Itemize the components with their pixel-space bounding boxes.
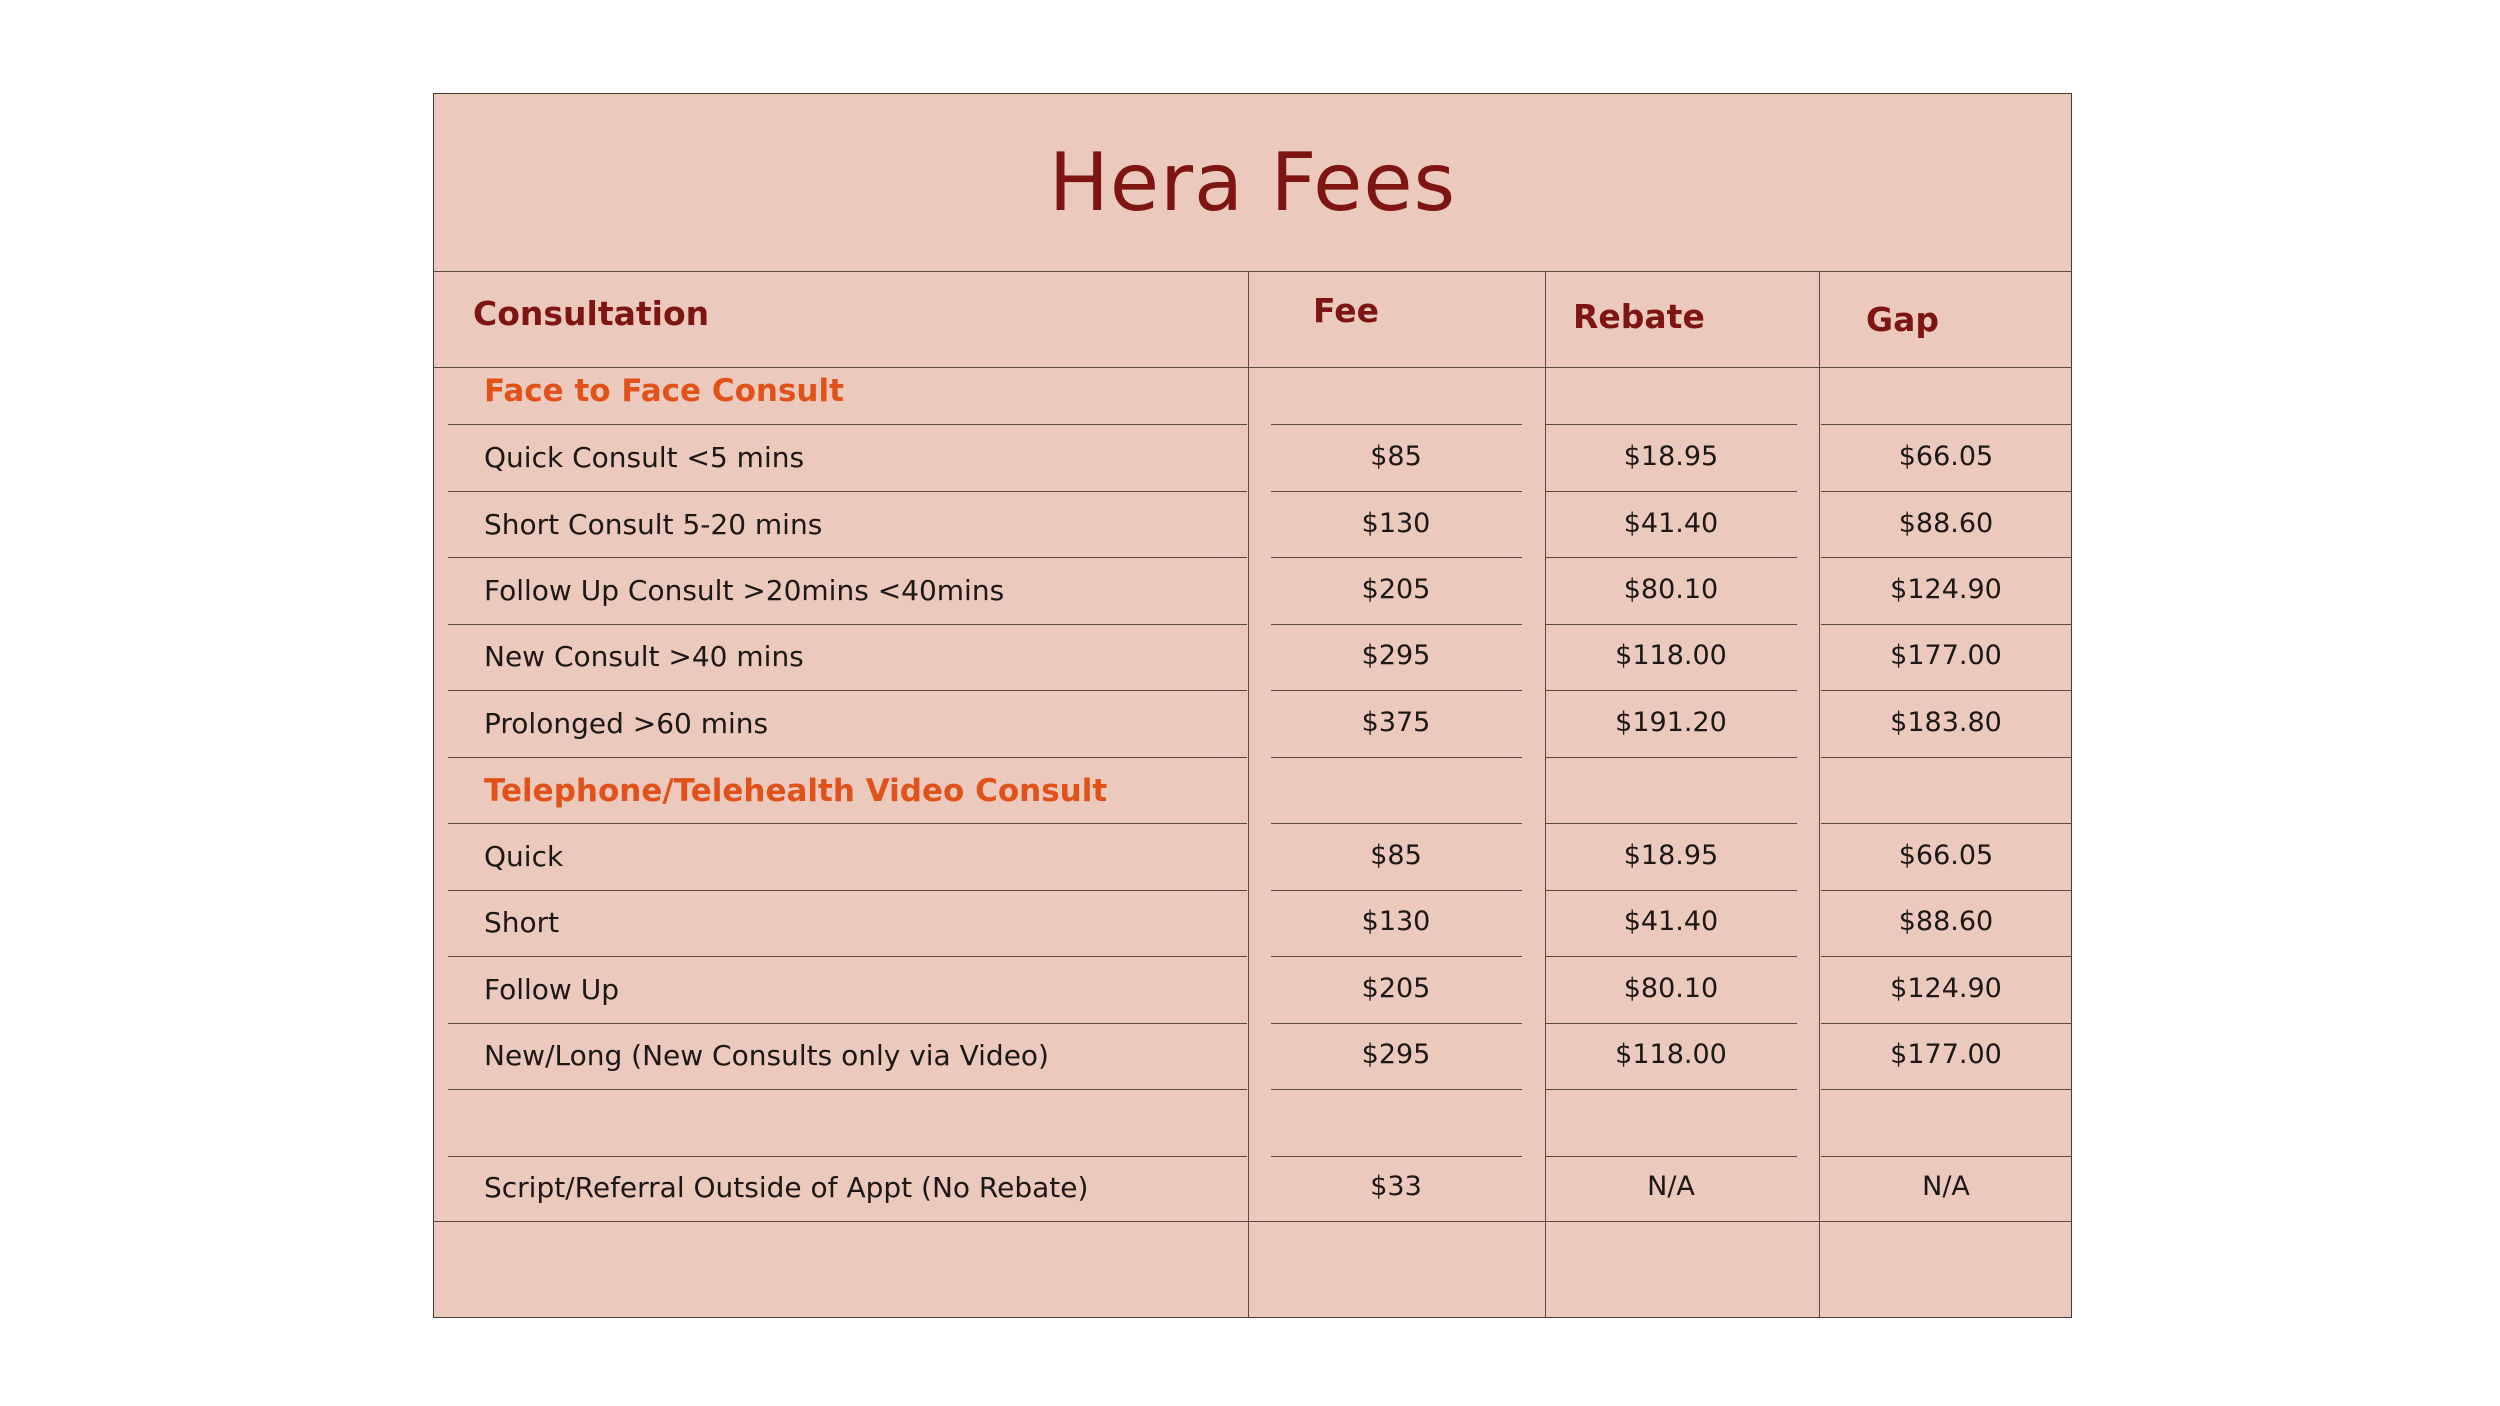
row-label: New Consult >40 mins: [484, 640, 804, 673]
row-divider: [448, 424, 1247, 425]
row-divider: [1271, 424, 1522, 425]
fee-value: $375: [1361, 707, 1431, 738]
row-label: Prolonged >60 mins: [484, 707, 769, 740]
row-divider: [448, 690, 1247, 691]
rebate-value: $80.10: [1623, 574, 1719, 605]
row-divider: [1821, 557, 2072, 558]
header-consultation: Consultation: [473, 294, 710, 333]
row-divider: [1271, 690, 1522, 691]
section-title-telehealth: Telephone/Telehealth Video Consult: [484, 773, 1108, 809]
row-label: Quick: [484, 840, 564, 873]
row-divider: [433, 271, 2072, 272]
row-divider: [448, 823, 1247, 824]
row-divider: [1271, 823, 1522, 824]
row-divider: [1821, 624, 2072, 625]
column-divider: [1545, 271, 1546, 1318]
column-divider: [1819, 271, 1820, 1318]
rebate-value: $80.10: [1623, 973, 1719, 1004]
row-divider: [1546, 890, 1797, 891]
row-divider: [1546, 1089, 1797, 1090]
row-divider: [1546, 690, 1797, 691]
row-divider: [1546, 557, 1797, 558]
rebate-value: $191.20: [1615, 707, 1727, 738]
fee-value: $295: [1361, 1039, 1431, 1070]
row-divider: [1546, 757, 1797, 758]
row-divider: [448, 757, 1247, 758]
fee-value: $205: [1361, 574, 1431, 605]
row-label: Short: [484, 906, 560, 939]
row-divider: [1821, 823, 2072, 824]
gap-value: $66.05: [1898, 441, 1994, 472]
row-label: Short Consult 5-20 mins: [484, 508, 823, 541]
row-divider: [1271, 624, 1522, 625]
gap-value: $177.00: [1890, 640, 2002, 671]
row-divider: [1546, 624, 1797, 625]
row-divider: [1821, 424, 2072, 425]
rebate-value: $41.40: [1623, 508, 1719, 539]
row-label: Follow Up: [484, 973, 619, 1006]
row-divider: [1546, 956, 1797, 957]
fee-value: $33: [1370, 1171, 1422, 1202]
rebate-value: $41.40: [1623, 906, 1719, 937]
gap-value: $88.60: [1898, 508, 1994, 539]
gap-value: N/A: [1922, 1171, 1970, 1202]
gap-value: $183.80: [1890, 707, 2002, 738]
row-divider: [1821, 1089, 2072, 1090]
row-divider: [1271, 1023, 1522, 1024]
gap-value: $124.90: [1890, 574, 2002, 605]
gap-value: $66.05: [1898, 840, 1994, 871]
rebate-value: $18.95: [1623, 840, 1719, 871]
row-divider: [1821, 491, 2072, 492]
row-divider: [448, 624, 1247, 625]
row-divider: [1821, 690, 2072, 691]
fee-value: $85: [1370, 441, 1422, 472]
gap-value: $88.60: [1898, 906, 1994, 937]
row-divider: [1821, 1023, 2072, 1024]
header-gap: Gap: [1866, 300, 1939, 339]
fee-value: $205: [1361, 973, 1431, 1004]
column-divider: [1248, 271, 1249, 1318]
row-divider: [448, 1089, 1247, 1090]
row-divider: [1271, 890, 1522, 891]
page-title: Hera Fees: [1048, 135, 1457, 229]
row-divider: [448, 890, 1247, 891]
fee-value: $130: [1361, 508, 1431, 539]
rebate-value: $18.95: [1623, 441, 1719, 472]
row-label: Follow Up Consult >20mins <40mins: [484, 574, 1005, 607]
row-divider: [448, 956, 1247, 957]
row-divider: [448, 491, 1247, 492]
row-divider: [1821, 757, 2072, 758]
gap-value: $124.90: [1890, 973, 2002, 1004]
row-divider: [1271, 491, 1522, 492]
fee-value: $295: [1361, 640, 1431, 671]
row-divider: [448, 557, 1247, 558]
row-divider: [1821, 1156, 2072, 1157]
header-fee: Fee: [1313, 291, 1379, 330]
row-label: Script/Referral Outside of Appt (No Rebate): [484, 1171, 1089, 1204]
row-divider: [1546, 424, 1797, 425]
gap-value: $177.00: [1890, 1039, 2002, 1070]
row-divider: [1271, 956, 1522, 957]
row-divider: [1546, 1156, 1797, 1157]
row-divider: [448, 1156, 1247, 1157]
row-divider: [1821, 890, 2072, 891]
row-divider: [433, 367, 2072, 368]
rebate-value: N/A: [1647, 1171, 1695, 1202]
row-label: New/Long (New Consults only via Video): [484, 1039, 1049, 1072]
row-divider: [433, 1221, 2072, 1222]
row-divider: [1821, 956, 2072, 957]
rebate-value: $118.00: [1615, 1039, 1727, 1070]
header-rebate: Rebate: [1573, 297, 1705, 336]
row-divider: [1546, 823, 1797, 824]
row-divider: [1271, 757, 1522, 758]
section-title-face-to-face: Face to Face Consult: [484, 373, 844, 409]
row-divider: [1271, 557, 1522, 558]
rebate-value: $118.00: [1615, 640, 1727, 671]
row-label: Quick Consult <5 mins: [484, 441, 805, 474]
row-divider: [1546, 491, 1797, 492]
row-divider: [1271, 1156, 1522, 1157]
fee-value: $85: [1370, 840, 1422, 871]
row-divider: [1271, 1089, 1522, 1090]
fee-table: [433, 93, 2072, 1318]
fee-value: $130: [1361, 906, 1431, 937]
row-divider: [1546, 1023, 1797, 1024]
row-divider: [448, 1023, 1247, 1024]
